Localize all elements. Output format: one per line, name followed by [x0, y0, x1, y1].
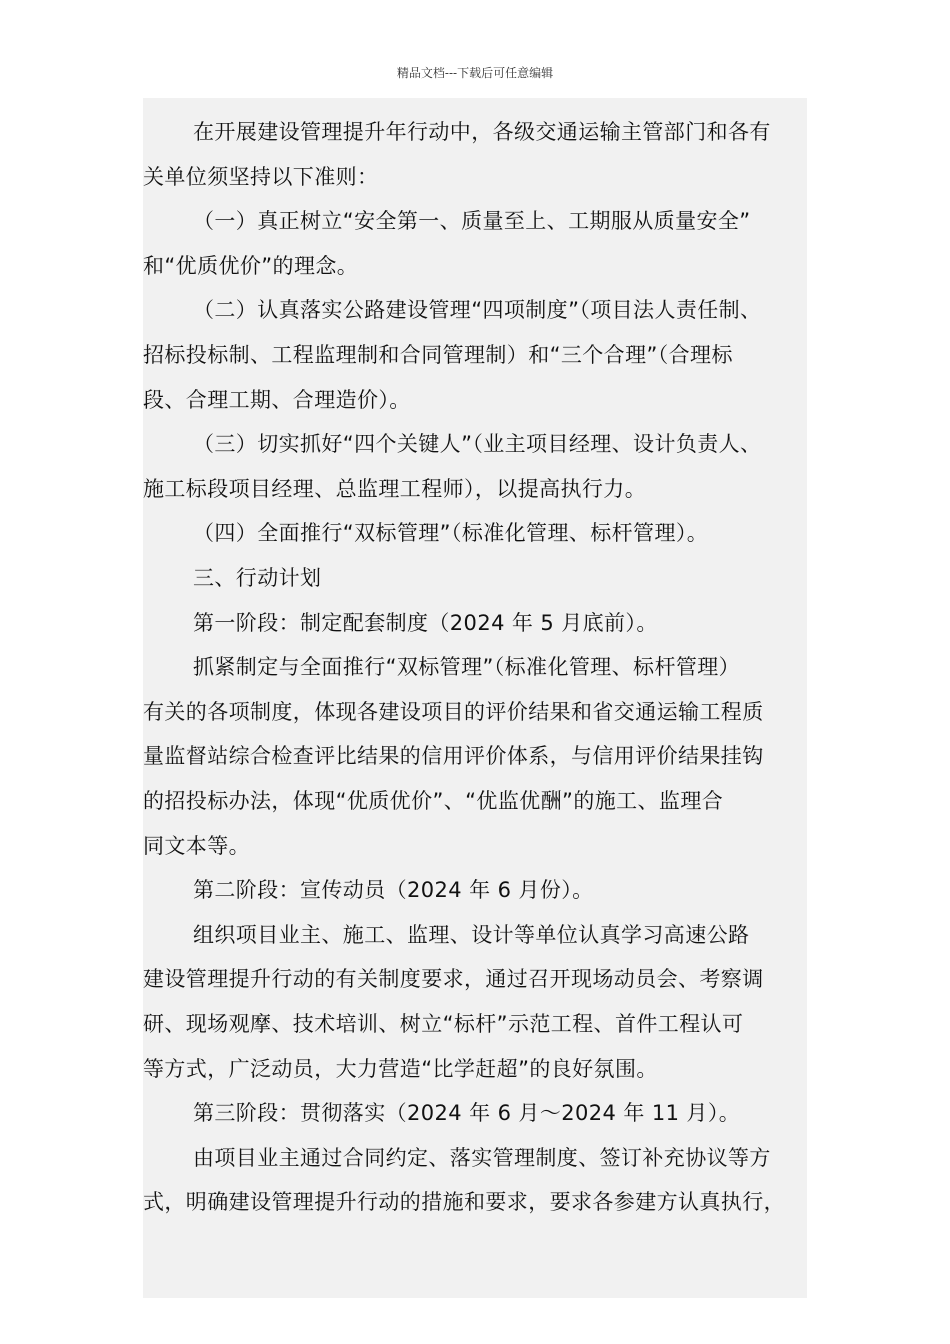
text-line: 同文本等。 [143, 833, 250, 858]
text-line: 第二阶段：宣传动员（2024 年 6 月份）。 [193, 878, 594, 903]
text-line: 第三阶段：贯彻落实（2024 年 6 月～2024 年 11 月）。 [193, 1101, 741, 1126]
text-line: 段、合理工期、合理造价）。 [143, 387, 411, 412]
text-line: 组织项目业主、施工、监理、设计等单位认真学习高速公路 [193, 922, 750, 947]
text-line: （二）认真落实公路建设管理“四项制度”（项目法人责任制、 [193, 298, 762, 323]
text-line: （四）全面推行“双标管理”（标准化管理、标杆管理）。 [193, 521, 709, 546]
text-line: 由项目业主通过合同约定、落实管理制度、签订补充协议等方 [193, 1145, 771, 1170]
text-line: 式，明确建设管理提升行动的措施和要求，要求各参建方认真执行， [143, 1190, 785, 1215]
text-line: 在开展建设管理提升年行动中，各级交通运输主管部门和各有 [193, 120, 771, 144]
text-line: 招标投标制、工程监理制和合同管理制）和“三个合理”（合理标 [143, 343, 733, 367]
text-line: 等方式，广泛动员，大力营造“比学赶超”的良好氛围。 [143, 1056, 658, 1081]
text-line: 的招投标办法，体现“优质优价”、“优监优酬”的施工、监理合 [143, 789, 724, 813]
text-line: 建设管理提升行动的有关制度要求，通过召开现场动员会、考察调 [143, 967, 764, 992]
text-line: 和“优质优价”的理念。 [143, 253, 359, 278]
text-line: （一）真正树立“安全第一、质量至上、工期服从质量安全” [193, 209, 751, 234]
text-line: 有关的各项制度，体现各建设项目的评价结果和省交通运输工程质 [143, 699, 764, 724]
text-line: （三）切实抓好“四个关键人”（业主项目经理、设计负责人、 [193, 432, 762, 457]
text-line: 抓紧制定与全面推行“双标管理”（标准化管理、标杆管理） [193, 655, 741, 680]
text-line: 量监督站综合检查评比结果的信用评价体系，与信用评价结果挂钩 [143, 744, 764, 769]
text-line: 施工标段项目经理、总监理工程师），以提高执行力。 [143, 476, 647, 501]
text-line: 关单位须坚持以下准则： [143, 164, 379, 189]
text-line: 三、行动计划 [193, 566, 322, 590]
page-header: 精品文档---下载后可任意编辑 [396, 66, 554, 80]
text-line: 第一阶段：制定配套制度（2024 年 5 月底前）。 [193, 610, 658, 635]
text-line: 研、现场观摩、技术培训、树立“标杆”示范工程、首件工程认可 [143, 1012, 744, 1036]
